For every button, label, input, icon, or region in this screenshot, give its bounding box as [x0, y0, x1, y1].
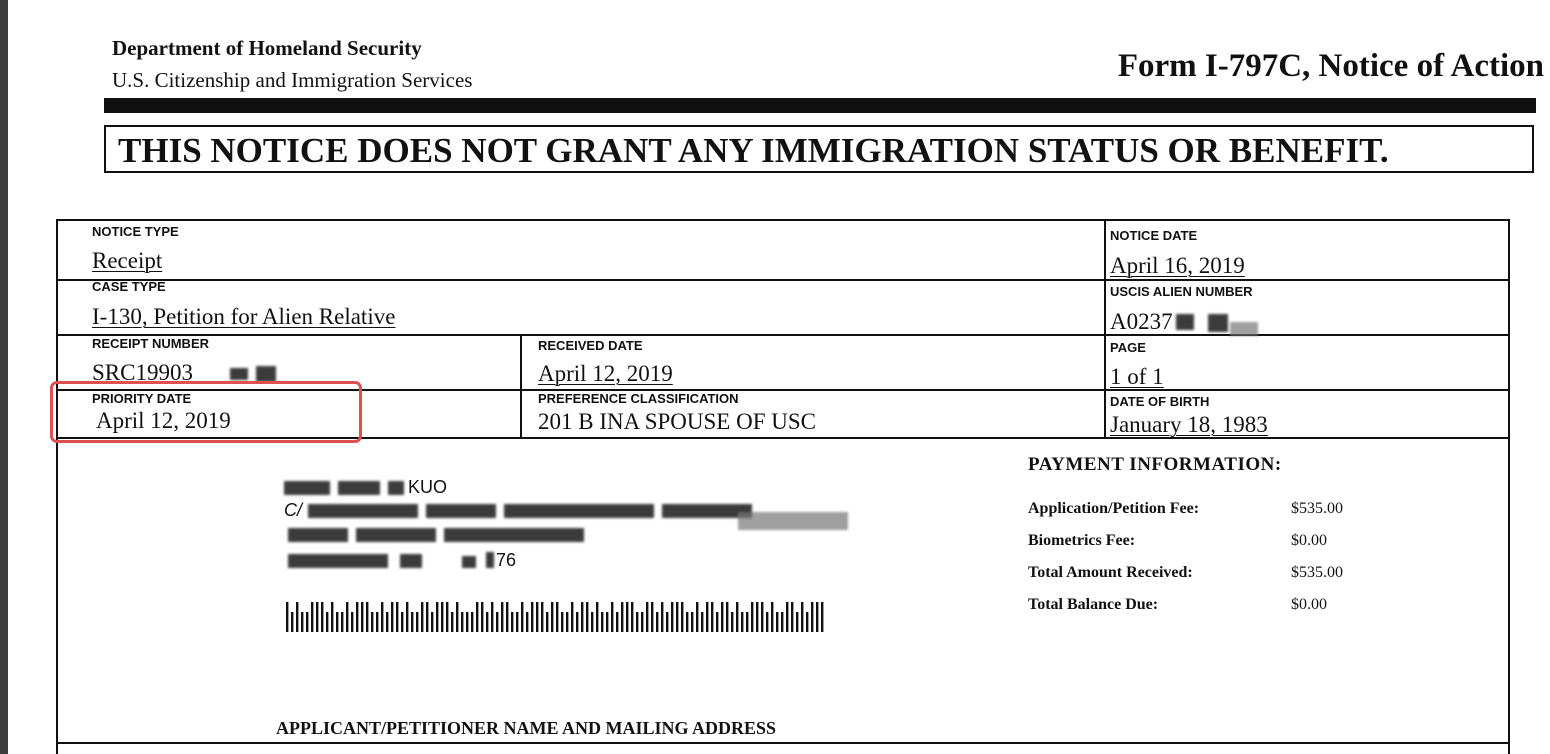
- barcode-bar: [821, 602, 823, 632]
- barcode-bar: [771, 602, 773, 632]
- receipt-number-label: RECEIPT NUMBER: [92, 336, 210, 351]
- barcode-bar: [306, 612, 308, 632]
- barcode-bar: [746, 612, 748, 632]
- payment-row-value: $535.00: [1291, 500, 1343, 517]
- barcode-bar: [431, 612, 433, 632]
- barcode-bar: [471, 612, 473, 632]
- redaction-block: [400, 554, 422, 568]
- barcode-bar: [531, 602, 533, 632]
- priority-date-highlight: [50, 381, 362, 443]
- page-label: PAGE: [1110, 340, 1146, 355]
- barcode-bar: [681, 602, 683, 632]
- barcode-bar: [416, 612, 418, 632]
- barcode-bar: [616, 612, 618, 632]
- barcode-bar: [411, 612, 413, 632]
- barcode-bar: [601, 612, 603, 632]
- barcode-bar: [756, 602, 758, 632]
- priority-date-value: April 12, 2019: [96, 408, 231, 433]
- barcode-bar: [641, 612, 643, 632]
- barcode-bar: [346, 602, 348, 632]
- barcode-bar: [611, 602, 613, 632]
- barcode-bar: [551, 602, 553, 632]
- barcode-bar: [806, 612, 808, 632]
- redaction-block: [284, 481, 330, 495]
- barcode-bar: [376, 612, 378, 632]
- payment-row-value: $535.00: [1291, 564, 1343, 581]
- preference-classification-value: 201 B INA SPOUSE OF USC: [538, 409, 816, 434]
- grid-rule: [56, 742, 1510, 744]
- redaction-block: [338, 481, 380, 495]
- barcode-bar: [691, 612, 693, 632]
- barcode-bar: [536, 602, 538, 632]
- grid-rule: [1104, 219, 1106, 439]
- barcode-bar: [486, 612, 488, 632]
- barcode-bar: [356, 602, 358, 632]
- grid-rule: [56, 279, 1106, 281]
- agency-name: Department of Homeland Security: [112, 36, 422, 60]
- payment-row-label: Total Balance Due:: [1028, 596, 1159, 613]
- barcode-bar: [716, 612, 718, 632]
- barcode-bar: [656, 612, 658, 632]
- barcode-bar: [561, 612, 563, 632]
- barcode-bar: [581, 602, 583, 632]
- barcode-bar: [316, 602, 318, 632]
- barcode-bar: [736, 602, 738, 632]
- barcode-bar: [801, 602, 803, 632]
- redaction-block: [308, 504, 418, 518]
- date-of-birth-value: January 18, 1983: [1110, 412, 1268, 437]
- notice-type-value: Receipt: [92, 248, 163, 273]
- barcode-bar: [476, 602, 478, 632]
- mailing-address-section-label: APPLICANT/PETITIONER NAME AND MAILING ADDRESS: [276, 718, 777, 738]
- page-value: 1 of 1: [1110, 364, 1164, 389]
- redaction-block: [504, 504, 654, 518]
- barcode-bar: [816, 602, 818, 632]
- case-type-label: CASE TYPE: [92, 279, 166, 294]
- redaction-block: [1230, 322, 1258, 336]
- barcode-bar: [291, 612, 293, 632]
- barcode-bar: [526, 612, 528, 632]
- received-date-value: April 12, 2019: [538, 361, 673, 386]
- notice-type-label: NOTICE TYPE: [92, 224, 179, 239]
- barcode-bar: [761, 602, 763, 632]
- redaction-block: [1208, 314, 1228, 332]
- barcode-bar: [456, 602, 458, 632]
- barcode-bar: [391, 602, 393, 632]
- barcode-bar: [721, 602, 723, 632]
- barcode-bar: [671, 602, 673, 632]
- barcode-bar: [586, 602, 588, 632]
- barcode-bar: [646, 602, 648, 632]
- redaction-block: [230, 368, 248, 380]
- addressee-name: KUO: [408, 477, 448, 497]
- barcode-bar: [446, 602, 448, 632]
- received-date-label: RECEIVED DATE: [538, 338, 643, 353]
- payment-row-label: Application/Petition Fee:: [1028, 500, 1200, 517]
- redaction-block: [462, 556, 476, 568]
- postal-barcode: [286, 600, 826, 634]
- barcode-bar: [596, 602, 598, 632]
- barcode-bar: [361, 602, 363, 632]
- barcode-bar: [556, 602, 558, 632]
- barcode-bar: [606, 612, 608, 632]
- barcode-bar: [731, 612, 733, 632]
- barcode-bar: [331, 602, 333, 632]
- form-title: Form I-797C, Notice of Action: [1117, 48, 1544, 84]
- payment-row-value: $0.00: [1291, 532, 1327, 549]
- barcode-bar: [696, 602, 698, 632]
- alien-number-value: A0237: [1110, 309, 1173, 334]
- notice-date-label: NOTICE DATE: [1110, 228, 1198, 243]
- barcode-bar: [636, 612, 638, 632]
- barcode-bar: [711, 602, 713, 632]
- barcode-bar: [381, 602, 383, 632]
- barcode-bar: [421, 602, 423, 632]
- priority-date-label: PRIORITY DATE: [92, 391, 192, 406]
- barcode-bar: [496, 612, 498, 632]
- barcode-bar: [336, 612, 338, 632]
- barcode-bar: [741, 612, 743, 632]
- barcode-bar: [466, 612, 468, 632]
- barcode-bar: [541, 602, 543, 632]
- redaction-block: [388, 481, 404, 495]
- barcode-bar: [501, 602, 503, 632]
- barcode-bar: [706, 602, 708, 632]
- barcode-bar: [426, 602, 428, 632]
- barcode-bar: [301, 612, 303, 632]
- redaction-block: [256, 366, 276, 382]
- redaction-block: [426, 504, 496, 518]
- barcode-bar: [321, 602, 323, 632]
- redaction-block: [444, 528, 584, 542]
- barcode-bar: [386, 612, 388, 632]
- barcode-bar: [576, 612, 578, 632]
- barcode-bar: [651, 602, 653, 632]
- barcode-bar: [491, 602, 493, 632]
- barcode-bar: [366, 602, 368, 632]
- notice-info-grid: [56, 219, 1510, 754]
- barcode-bar: [436, 602, 438, 632]
- barcode-bar: [621, 602, 623, 632]
- barcode-bar: [516, 612, 518, 632]
- barcode-bar: [591, 612, 593, 632]
- barcode-bar: [401, 612, 403, 632]
- barcode-bar: [781, 612, 783, 632]
- barcode-bar: [776, 612, 778, 632]
- barcode-bar: [546, 612, 548, 632]
- redaction-block: [1176, 314, 1194, 330]
- subagency-name: U.S. Citizenship and Immigration Services: [112, 68, 473, 92]
- payment-row-label: Biometrics Fee:: [1028, 532, 1136, 549]
- warning-box: [104, 125, 1534, 173]
- barcode-bar: [766, 612, 768, 632]
- barcode-bar: [341, 612, 343, 632]
- barcode-bar: [676, 602, 678, 632]
- barcode-bar: [326, 612, 328, 632]
- payment-row-value: $0.00: [1291, 596, 1327, 613]
- redaction-block: [356, 528, 436, 542]
- notice-date-value: April 16, 2019: [1110, 253, 1245, 278]
- barcode-bar: [796, 612, 798, 632]
- barcode-bar: [571, 602, 573, 632]
- grid-rule: [520, 334, 522, 439]
- barcode-bar: [686, 612, 688, 632]
- case-type-value: I-130, Petition for Alien Relative: [92, 304, 396, 329]
- barcode-bar: [406, 602, 408, 632]
- barcode-bar: [726, 602, 728, 632]
- notice-page: [8, 0, 1550, 754]
- barcode-bar: [296, 602, 298, 632]
- barcode-bar: [511, 612, 513, 632]
- barcode-bar: [521, 602, 523, 632]
- payment-row-label: Total Amount Received:: [1028, 564, 1193, 581]
- redaction-block: [288, 554, 388, 568]
- barcode-bar: [751, 602, 753, 632]
- barcode-bar: [786, 602, 788, 632]
- receipt-number-value: SRC19903: [92, 360, 193, 385]
- date-of-birth-label: DATE OF BIRTH: [1110, 394, 1210, 409]
- redaction-block: [288, 528, 348, 542]
- barcode-bar: [481, 602, 483, 632]
- address-line-2: C/: [284, 500, 302, 520]
- warning-text: THIS NOTICE DOES NOT GRANT ANY IMMIGRATION STATUS OR BENEFIT.: [118, 131, 1389, 170]
- barcode-bar: [626, 602, 628, 632]
- barcode-bar: [461, 612, 463, 632]
- barcode-bar: [811, 602, 813, 632]
- barcode-bar: [396, 602, 398, 632]
- header-divider-bar: [104, 98, 1536, 113]
- grid-rule: [56, 334, 1510, 336]
- barcode-bar: [661, 602, 663, 632]
- barcode-bar: [506, 602, 508, 632]
- payment-heading: PAYMENT INFORMATION:: [1028, 454, 1282, 475]
- barcode-bar: [286, 602, 288, 632]
- barcode-bar: [631, 602, 633, 632]
- grid-rule: [1106, 279, 1510, 281]
- barcode-bar: [441, 602, 443, 632]
- barcode-bar: [701, 612, 703, 632]
- preference-classification-label: PREFERENCE CLASSIFICATION: [538, 391, 739, 406]
- redaction-block: [486, 552, 494, 568]
- redaction-block: [738, 512, 848, 530]
- address-line-4: 76: [496, 550, 517, 570]
- barcode-bar: [451, 612, 453, 632]
- barcode-bar: [351, 612, 353, 632]
- barcode-bar: [791, 602, 793, 632]
- barcode-bar: [311, 602, 313, 632]
- alien-number-label: USCIS ALIEN NUMBER: [1110, 284, 1253, 299]
- barcode-bar: [371, 612, 373, 632]
- barcode-bar: [666, 612, 668, 632]
- barcode-bar: [566, 612, 568, 632]
